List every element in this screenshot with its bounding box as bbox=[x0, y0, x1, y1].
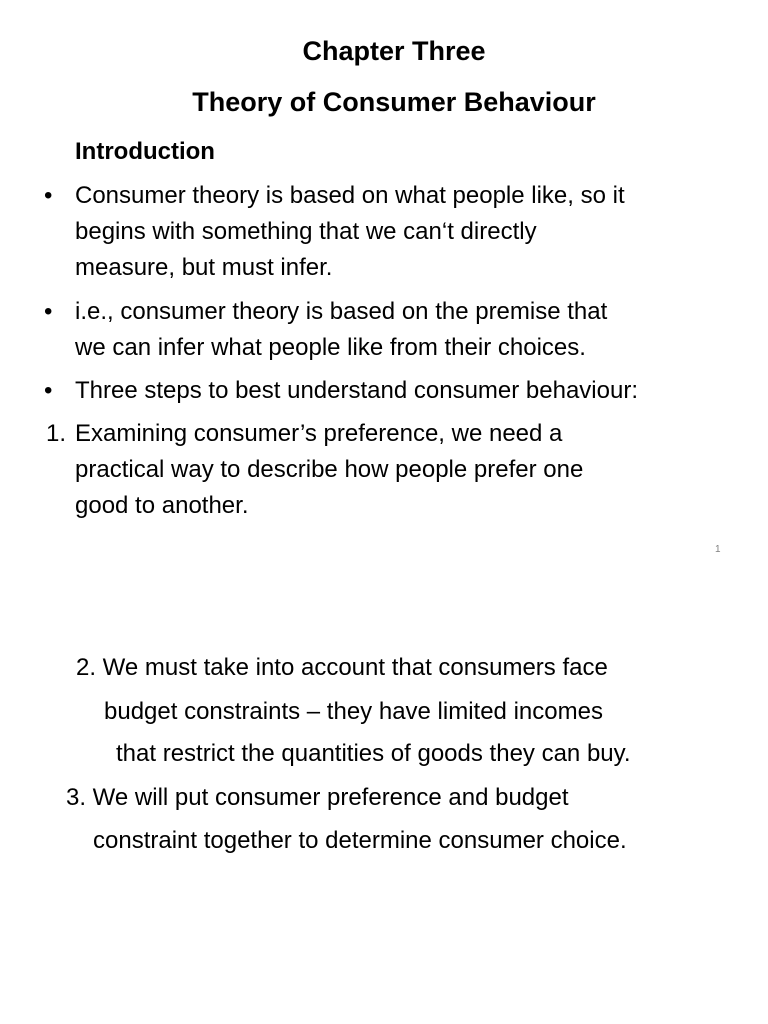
bullet-line: we can infer what people like from their choices. bbox=[75, 334, 586, 361]
slide2-line: constraint together to determine consumer choice. bbox=[93, 827, 627, 854]
list-number: 1. bbox=[46, 420, 67, 447]
numbered-line: practical way to describe how people prefer one bbox=[75, 456, 584, 483]
numbered-item bbox=[75, 416, 583, 524]
bullet-marker: • bbox=[44, 298, 53, 325]
bullet-item bbox=[75, 373, 638, 409]
bullet-item bbox=[75, 178, 625, 286]
slide2-line: 2. We must take into account that consumers face bbox=[76, 654, 608, 681]
bullet-line: Consumer theory is based on what people like, so it bbox=[75, 182, 625, 209]
bullet-line: Three steps to best understand consumer behaviour: bbox=[75, 377, 638, 404]
slide2-line: budget constraints – they have limited incomes bbox=[104, 698, 603, 725]
bullet-line: measure, but must infer. bbox=[75, 254, 333, 281]
bullet-marker: • bbox=[44, 377, 53, 404]
bullet-marker: • bbox=[44, 182, 53, 209]
slide2-line: that restrict the quantities of goods they can buy. bbox=[116, 740, 631, 767]
bullet-line: i.e., consumer theory is based on the premise that bbox=[75, 298, 608, 325]
chapter-subtitle: Theory of Consumer Behaviour bbox=[192, 87, 596, 117]
page-number: 1 bbox=[715, 544, 721, 555]
bullet-line: begins with something that we can‘t directly bbox=[75, 218, 537, 245]
bullet-item bbox=[75, 294, 607, 366]
slide2-line: 3. We will put consumer preference and budget bbox=[66, 784, 569, 811]
chapter-title: Chapter Three bbox=[302, 36, 486, 66]
numbered-line: good to another. bbox=[75, 492, 249, 519]
section-heading: Introduction bbox=[75, 138, 215, 165]
numbered-line: Examining consumer’s preference, we need a bbox=[75, 420, 563, 447]
